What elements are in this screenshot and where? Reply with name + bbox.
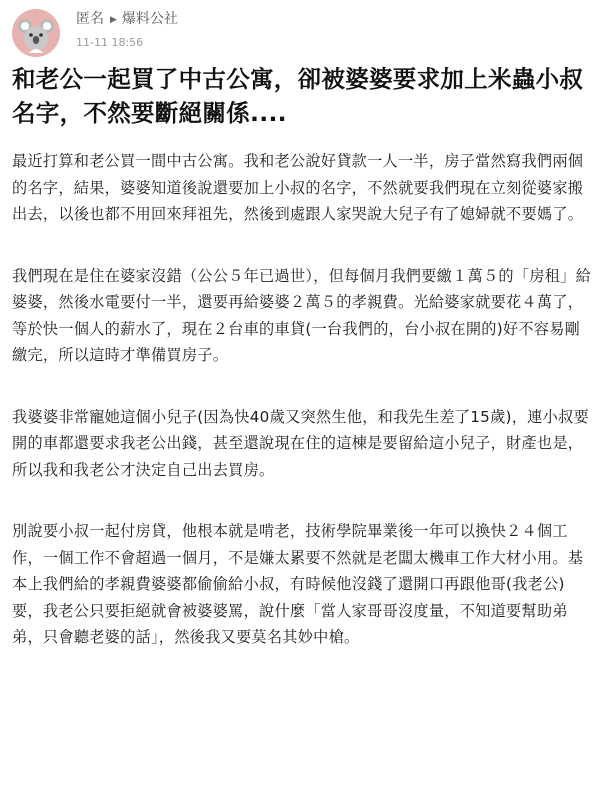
post-content [12, 148, 594, 651]
post-meta [76, 9, 178, 30]
triangle-right-icon: ▶ [110, 15, 117, 25]
author-avatar[interactable] [12, 9, 60, 57]
post-paragraph: 我們現在是住在婆家沒錯（公公５年已過世），但每個月我們要繳１萬５的「房租」給婆婆，然後水電要付一半，還要再給婆婆２萬５的孝親費。光給婆家就要花４萬了，等於快一個人的薪水了，現在２台車的車貸(一台我們的，台小叔在開的)好不容易剛繳完，所以這時才準備買房子。 [12, 266, 592, 364]
author-name[interactable]: 匿名 [76, 11, 104, 27]
post-time: 11-11 18:56 [76, 36, 144, 49]
post-title: 和老公一起買了中古公寓，卻被婆婆要求加上米蟲小叔名字，不然要斷絕關係.... [12, 65, 584, 127]
post-paragraph: 我婆婆非常寵她這個小兒子(因為快40歲又突然生他，和我先生差了15歲)，連小叔要開的車都還要求我老公出錢，甚至還說現在住的這棟是要留給這小兒子，財產也是，所以我和我老公才決定自己出去買房。 [12, 407, 589, 479]
board-name[interactable]: 爆料公社 [121, 11, 178, 27]
post-paragraph: 最近打算和老公買一間中古公寓。我和老公說好貸款一人一半，房子當然寫我們兩個的名字，結果，婆婆知道後說還要加上小叔的名字，不然就要我們現在立刻從婆家搬出去，以後也都不用回來拜祖先，然後到處跟人家哭說大兒子有了媳婦就不要媽了。 [12, 152, 584, 223]
post-paragraph: 別說要小叔一起付房貸，他根本就是啃老，技術學院畢業後一年可以換快２４個工作，一個工作不會超過一個月，不是嫌太累要不然就是老闆太機車工作大材小用。基本上我們給的孝親費婆婆都偷偷給小叔，有時候他沒錢了還開口再跟他哥(我老公)要，我老公只要拒絕就會被婆婆罵，說什麼「當人家哥哥沒度量，不知道要幫助弟弟，只會聽老婆的話」，然後我又要莫名其妙中槍。 [12, 522, 584, 646]
post-header [12, 7, 592, 57]
koala-avatar-icon [12, 9, 60, 57]
